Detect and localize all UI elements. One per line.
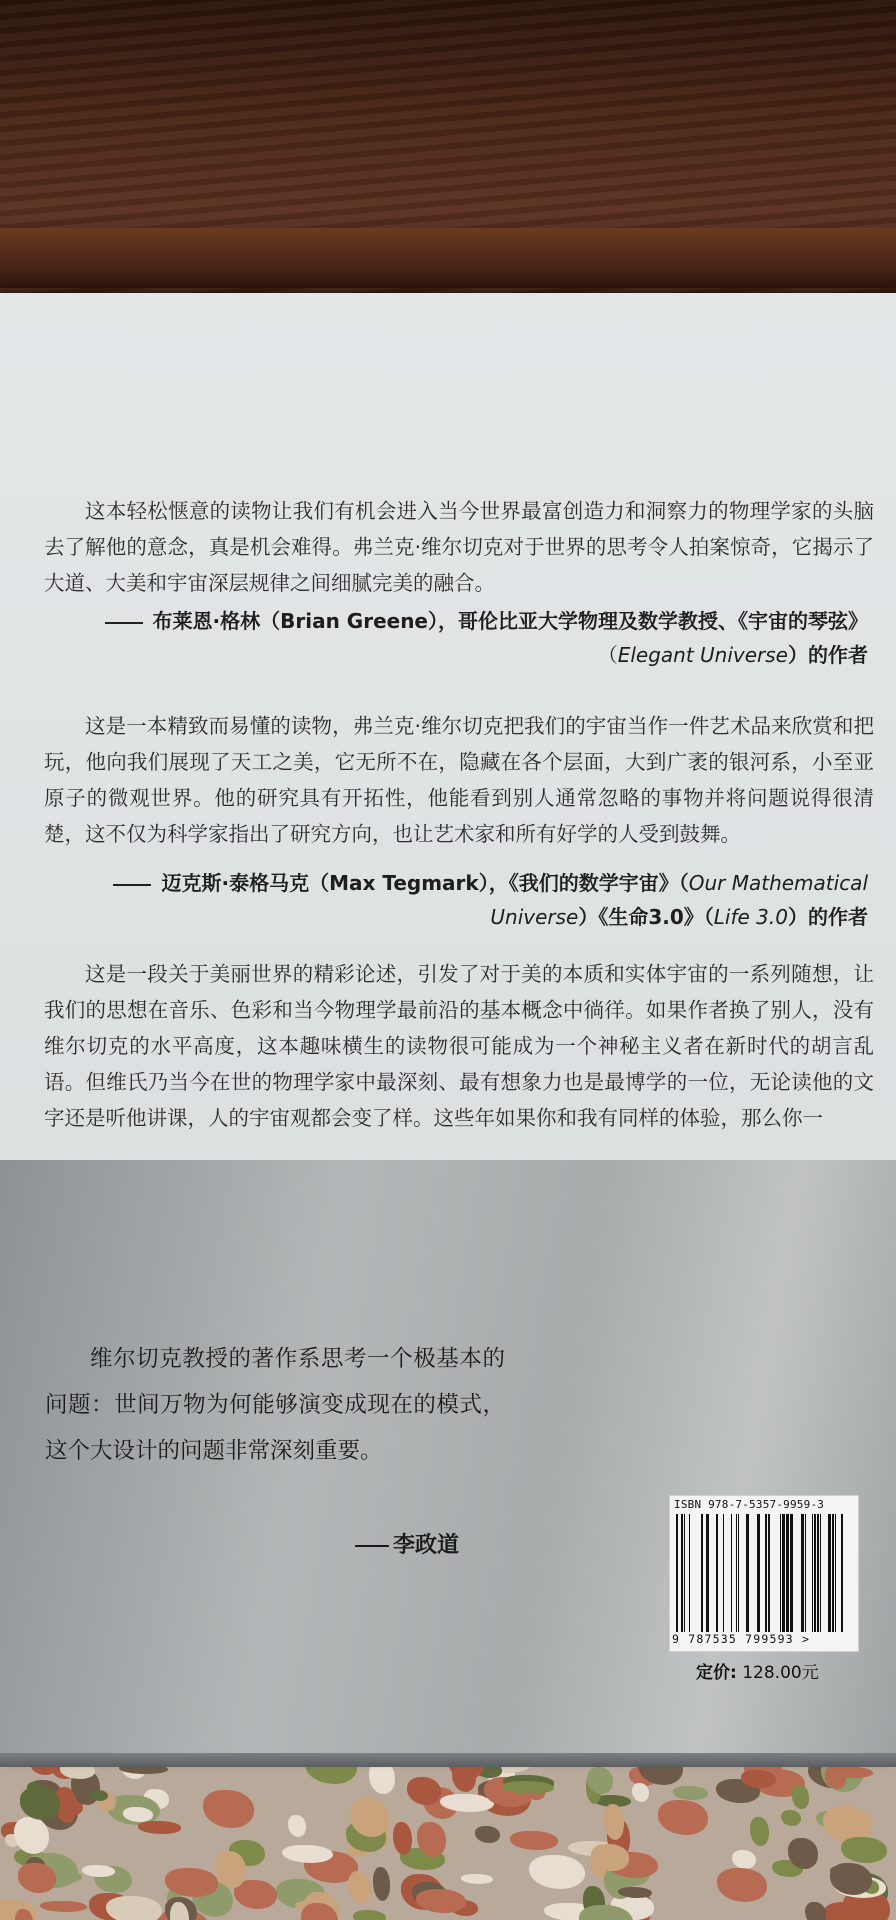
barcode-bar [716, 1514, 718, 1632]
barcode-bar [746, 1514, 749, 1632]
quote-lee [45, 1336, 505, 1474]
cover-edge [0, 1753, 896, 1767]
terrazzo-stone [475, 1826, 500, 1843]
quote-third-text: 这是一段关于美丽世界的精彩论述，引发了对于美的本质和实体宇宙的一系列随想，让我们的思想在音乐、色彩和当今物理学最前沿的基本概念中徜徉。如果作者换了别人，没有维尔切克的水平高度，这本趣味横生的读物很可能成为一个神秘主义者在新时代的胡言乱语。但维氏乃当今在世的物理学家中最深刻、最有想象力也是最博学的一位，无论读他的文字还是听他讲课，人的宇宙观都会变了样。这些年如果你和我有同样的体验，那么你一 [44, 962, 874, 1130]
terrazzo-stone [604, 1804, 623, 1840]
quote-greene-text: 这本轻松惬意的读物让我们有机会进入当今世界最富创造力和洞察力的物理学家的头脑去了解他的意念，真是机会难得。弗兰克·维尔切克对于世界的思考令人拍案惊奇，它揭示了大道、大美和宇宙深层规律之间细腻完美的融合。 [44, 499, 874, 595]
terrazzo-stone [348, 1871, 370, 1905]
terrazzo-stone [373, 1867, 390, 1901]
barcode-bar [817, 1514, 819, 1632]
barcode-bar [841, 1514, 843, 1632]
quote-lee-text: 维尔切克教授的著作系思考一个极基本的问题：世间万物为何能够演变成现在的模式，这个大设计的问题非常深刻重要。 [45, 1346, 505, 1464]
barcode-bar [723, 1514, 724, 1632]
barcode-bar [736, 1514, 737, 1632]
terrazzo-stone [632, 1783, 649, 1803]
price [696, 1658, 819, 1683]
barcode-bar [814, 1514, 816, 1632]
quote-greene [44, 493, 874, 601]
em-dash [105, 622, 143, 624]
terrazzo-stone [215, 1851, 246, 1887]
attribution-tail: ）的作者 [788, 905, 868, 929]
attribution-greene-name: 布莱恩·格林（Brian Greene），哥伦比亚大学物理及数学教授、《宇宙的琴弦》 [152, 609, 868, 633]
terrazzo-stone [825, 1766, 846, 1788]
barcode-bar [805, 1514, 806, 1632]
price-value: 128.00元 [742, 1663, 819, 1683]
barcode-icon [676, 1514, 852, 1632]
attribution-lee-name: 李政道 [393, 1532, 460, 1558]
barcode-bar [706, 1514, 709, 1632]
terrazzo-stone [732, 1850, 756, 1870]
attribution-lee [355, 1528, 459, 1559]
attribution-tegmark [48, 866, 868, 934]
barcode-bar [780, 1514, 781, 1632]
price-label: 定价: [696, 1663, 737, 1683]
terrazzo-stone [165, 1868, 218, 1896]
barcode-bar [828, 1514, 831, 1632]
terrazzo-stone [393, 1822, 412, 1856]
barcode-bar [832, 1514, 834, 1632]
wooden-ledge [0, 228, 896, 288]
quote-tegmark [44, 708, 874, 852]
terrazzo-stone [40, 1901, 87, 1912]
barcode-bar [812, 1514, 813, 1632]
terrazzo-stone [461, 1874, 494, 1884]
terrazzo-stone [138, 1821, 181, 1833]
terrazzo-stone [673, 1786, 708, 1799]
em-dash [355, 1545, 389, 1547]
terrazzo-stone [750, 1817, 769, 1846]
terrazzo-stone [841, 1837, 887, 1863]
terrazzo-stone [353, 1910, 387, 1920]
barcode-bar [786, 1514, 789, 1632]
terrazzo-stone [717, 1868, 767, 1902]
terrazzo-floor [0, 1760, 896, 1920]
attribution-greene [48, 604, 868, 672]
barcode-bar [689, 1514, 690, 1632]
terrazzo-stone [288, 1815, 306, 1838]
quote-third-clip [44, 956, 874, 1156]
barcode-bar [676, 1514, 678, 1632]
paren-open: （ [597, 643, 618, 667]
terrazzo-stone [106, 1896, 161, 1920]
terrazzo-stone [510, 1831, 558, 1850]
terrazzo-stone [14, 1817, 49, 1854]
terrazzo-stone [90, 1790, 108, 1802]
terrazzo-stone [282, 1845, 333, 1864]
book-title-en-2: Universe [490, 905, 579, 929]
terrazzo-stone [529, 1855, 585, 1890]
book-title-en: Elegant Universe [617, 643, 788, 667]
em-dash [113, 884, 151, 886]
barcode-bar [801, 1514, 804, 1632]
barcode-bar [768, 1514, 770, 1632]
terrazzo-stone [82, 1865, 115, 1877]
barcode-bar [790, 1514, 793, 1632]
attribution-mid: ）《生命3.0》（ [578, 905, 714, 929]
barcode-bar [684, 1514, 685, 1632]
barcode-bar [701, 1514, 703, 1632]
barcode-bar [731, 1514, 732, 1632]
quote-third [44, 956, 874, 1136]
barcode-bar [738, 1514, 739, 1632]
barcode-bar [757, 1514, 760, 1632]
quote-tegmark-text: 这是一本精致而易懂的读物，弗兰克·维尔切克把我们的宇宙当作一件艺术品来欣赏和把玩，他向我们展现了天工之美，它无所不在，隐藏在各个层面，大到广袤的银河系，小至亚原子的微观世界。他的研究具有开拓性，他能看到别人通常忽略的事物并将问题说得很清楚，这不仅为科学家指出了研究方向，也让艺术家和所有好学的人受到鼓舞。 [44, 714, 874, 846]
book-title-en-3: Life 3.0 [713, 905, 788, 929]
terrazzo-stone [203, 1790, 254, 1828]
terrazzo-stone [591, 1844, 630, 1870]
barcode-bar [765, 1514, 767, 1632]
terrazzo-stone [830, 1863, 871, 1895]
barcode-digits: 9 787535 799593 > [672, 1632, 811, 1646]
barcode-box [669, 1495, 859, 1652]
terrazzo-stone [20, 1787, 61, 1819]
barcode-bar [835, 1514, 836, 1632]
terrazzo-stone [792, 1785, 809, 1809]
terrazzo-stone [18, 1863, 57, 1893]
terrazzo-stone [587, 1767, 613, 1794]
terrazzo-stone [805, 1902, 826, 1920]
book-title-en-1: Our Mathematical [688, 871, 868, 895]
barcode-bar [681, 1514, 683, 1632]
isbn-text: ISBN 978-7-5357-9959-3 [674, 1498, 825, 1511]
terrazzo-stone [658, 1800, 708, 1834]
terrazzo-stone [781, 1810, 801, 1826]
terrazzo-stone [350, 1798, 389, 1836]
attribution-tail: ）的作者 [788, 643, 868, 667]
attribution-tegmark-name: 迈克斯·泰格马克（Max Tegmark），《我们的数学宇宙》（ [161, 871, 689, 895]
barcode-bar [820, 1514, 821, 1632]
barcode-bar [782, 1514, 785, 1632]
terrazzo-stone [407, 1777, 441, 1805]
